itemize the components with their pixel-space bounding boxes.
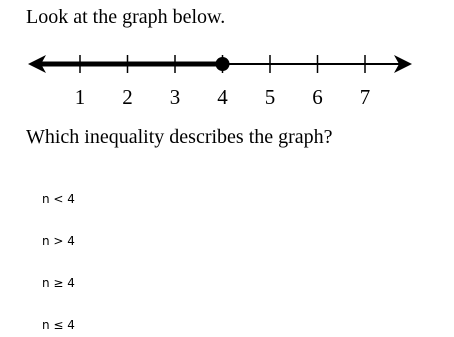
answer-choice[interactable]: n > 4 — [42, 234, 75, 248]
tick-label: 3 — [169, 85, 181, 109]
answer-choice[interactable]: n ≤ 4 — [42, 318, 75, 332]
number-line-graph — [0, 44, 454, 116]
tick-label: 1 — [74, 85, 86, 109]
tick-label: 7 — [359, 85, 371, 109]
closed-point — [216, 57, 230, 71]
tick-label: 2 — [122, 85, 133, 109]
answer-choice[interactable]: n < 4 — [42, 192, 75, 206]
tick-label: 6 — [312, 85, 323, 109]
tick-label: 5 — [264, 85, 276, 109]
question-text: Which inequality describes the graph? — [26, 126, 333, 148]
graph-prompt: Look at the graph below. — [26, 6, 226, 28]
tick-label: 4 — [217, 85, 228, 109]
answer-choice[interactable]: n ≥ 4 — [42, 276, 75, 290]
